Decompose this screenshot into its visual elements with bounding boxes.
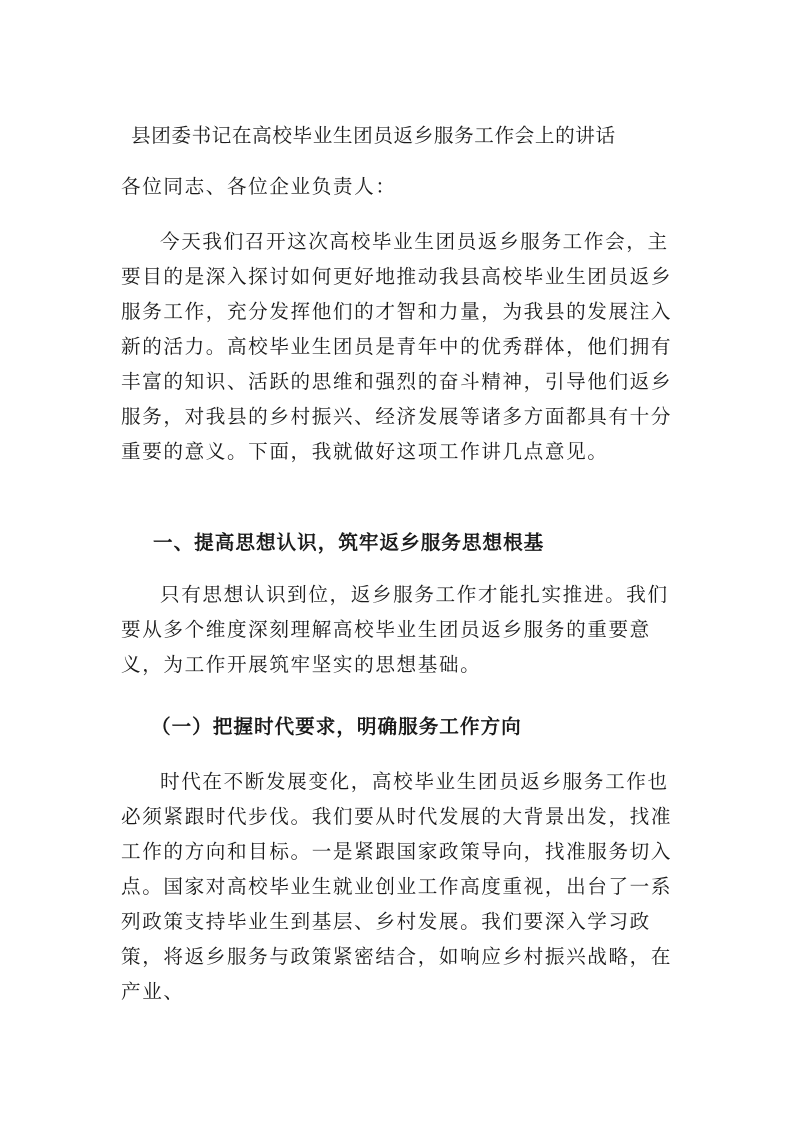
- paragraph-subsection-1: 时代在不断发展变化，高校毕业生团员返乡服务工作也必须紧跟时代步伐。我们要从时代发展的大背景出发，找准工作的方向和目标。一是紧跟国家政策导向，找准服务切入点。国家对高校毕业生就业创业工作高度重视，出台了一系列政策支持毕业生到基层、乡村发展。我们要深入学习政策，将返乡服务与政策紧密结合，如响应乡村振兴战略，在产业、: [121, 770, 673, 1003]
- section-heading-1: 一、提高思想认识，筑牢返乡服务思想根基: [153, 531, 545, 554]
- salutation: 各位同志、各位企业负责人：: [121, 175, 397, 198]
- paragraph-section-1: 只有思想认识到位，返乡服务工作才能扎实推进。我们要从多个维度深刻理解高校毕业生团员返乡服务的重要意义，为工作开展筑牢坚实的思想基础。: [121, 583, 669, 676]
- paragraph-intro: 今天我们召开这次高校毕业生团员返乡服务工作会，主要目的是深入探讨如何更好地推动我县高校毕业生团员返乡服务工作，充分发挥他们的才智和力量，为我县的发展注入新的活力。高校毕业生团员是青年中的优秀群体，他们拥有丰富的知识、活跃的思维和强烈的奋斗精神，引导他们返乡服务，对我县的乡村振兴、经济发展等诸多方面都具有十分重要的意义。下面，我就做好这项工作讲几点意见。: [121, 230, 673, 463]
- subsection-heading-1: （一）把握时代要求，明确服务工作方向: [151, 715, 522, 738]
- document-title: 县团委书记在高校毕业生团员返乡服务工作会上的讲话: [131, 124, 616, 147]
